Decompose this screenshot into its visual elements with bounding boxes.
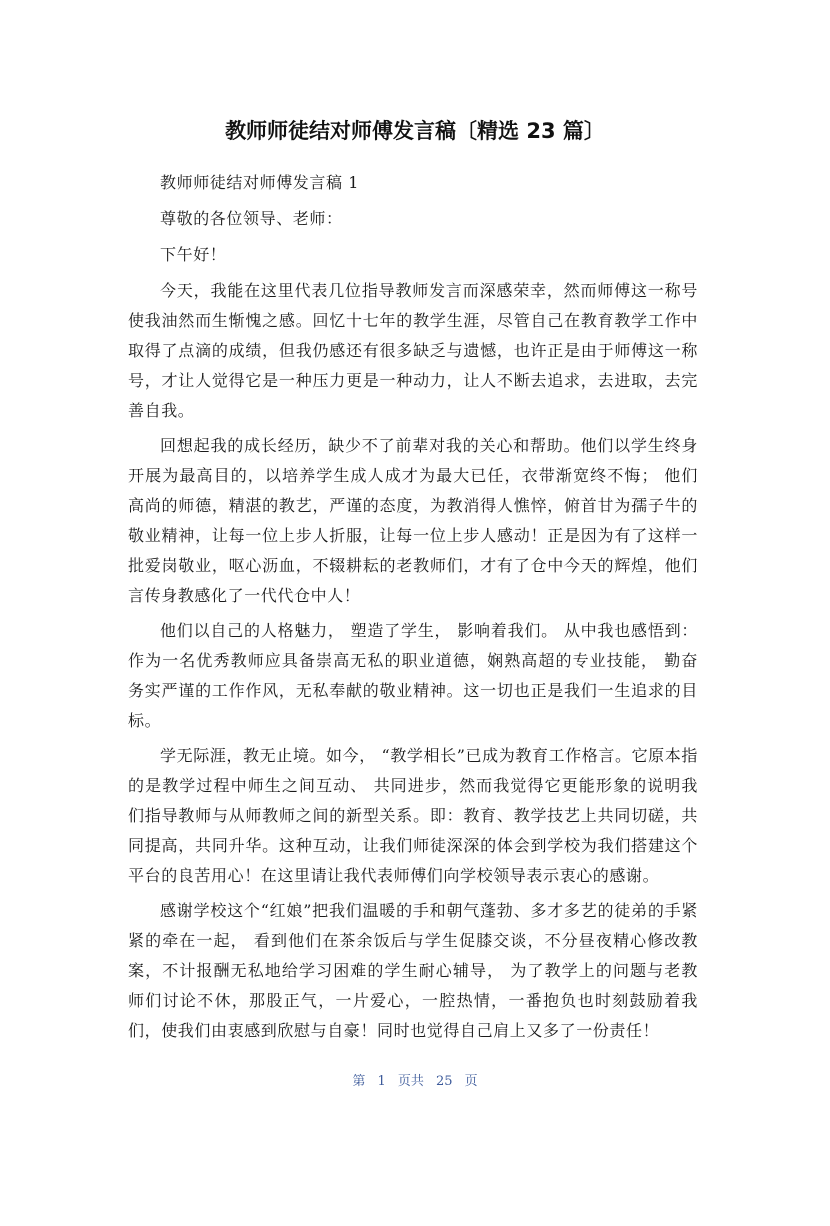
salutation: 尊敬的各位领导、老师： <box>160 209 343 228</box>
paragraph-4: 学无际涯，教无止境。如今， “教学相长”已成为教育工作格言。它原本指的是教学过程中师生之间互动、 共同进步，然而我觉得它更能形象的说明我们指导教师与从师教师之间的新型关系。即：教育、教学技艺上共同切磋，共同提高，共同升华。这种互动，让我们师徒深深的体会到学校为我们搭建这个平台的良苦用心！在这里请让我代表师傅们向学校领导表示衷心的感谢。 <box>128 746 698 885</box>
document-title: 教师师徒结对师傅发言稿〔精选 23 篇〕 <box>225 119 605 143</box>
page-number: 第 1 页共 25 页 <box>352 1074 478 1089</box>
greeting: 下午好！ <box>160 245 227 264</box>
paragraph-5: 感谢学校这个“红娘”把我们温暖的手和朝气蓬勃、多才多艺的徒弟的手紧紧的牵在一起， 看到他们在茶余饭后与学生促膝交谈，不分昼夜精心修改教案，不计报酬无私地给学习困难的学生耐心辅导， 为了教学上的问题与老教师们讨论不休，那股正气，一片爱心，一腔热情，一番抱负也时刻鼓励着我们，使我们由衷感到欣慰与自豪！同时也觉得自己肩上又多了一份责任！ <box>128 901 698 1040</box>
paragraph-1: 今天，我能在这里代表几位指导教师发言而深感荣幸，然而师傅这一称号使我油然而生惭愧之感。回忆十七年的教学生涯，尽管自己在教育教学工作中取得了点滴的成绩，但我仍感还有很多缺乏与遗憾，也许正是由于师傅这一称号，才让人觉得它是一种压力更是一种动力，让人不断去追求，去进取，去完善自我。 <box>128 281 698 420</box>
paragraph-3: 他们以自己的人格魅力， 塑造了学生， 影响着我们。 从中我也感悟到：作为一名优秀教师应具备崇高无私的职业道德，娴熟高超的专业技能， 勤奋务实严谨的工作作风，无私奉献的敬业精神。这一切也正是我们一生追求的目标。 <box>128 621 698 730</box>
document-body <box>128 168 698 1051</box>
paragraph-2: 回想起我的成长经历，缺少不了前辈对我的关心和帮助。他们以学生终身开展为最高目的，以培养学生成人成才为最大已任，衣带渐宽终不悔； 他们高尚的师德，精湛的教艺，严谨的态度，为教消得人憔悴，俯首甘为孺子牛的敬业精神，让每一位上步人折服，让每一位上步人感动！正是因为有了这样一批爱岗敬业，呕心沥血，不辍耕耘的老教师们，才有了仓中今天的辉煌，他们言传身教感化了一代代仓中人！ <box>128 436 698 605</box>
subtitle: 教师师徒结对师傅发言稿 1 <box>160 173 360 192</box>
